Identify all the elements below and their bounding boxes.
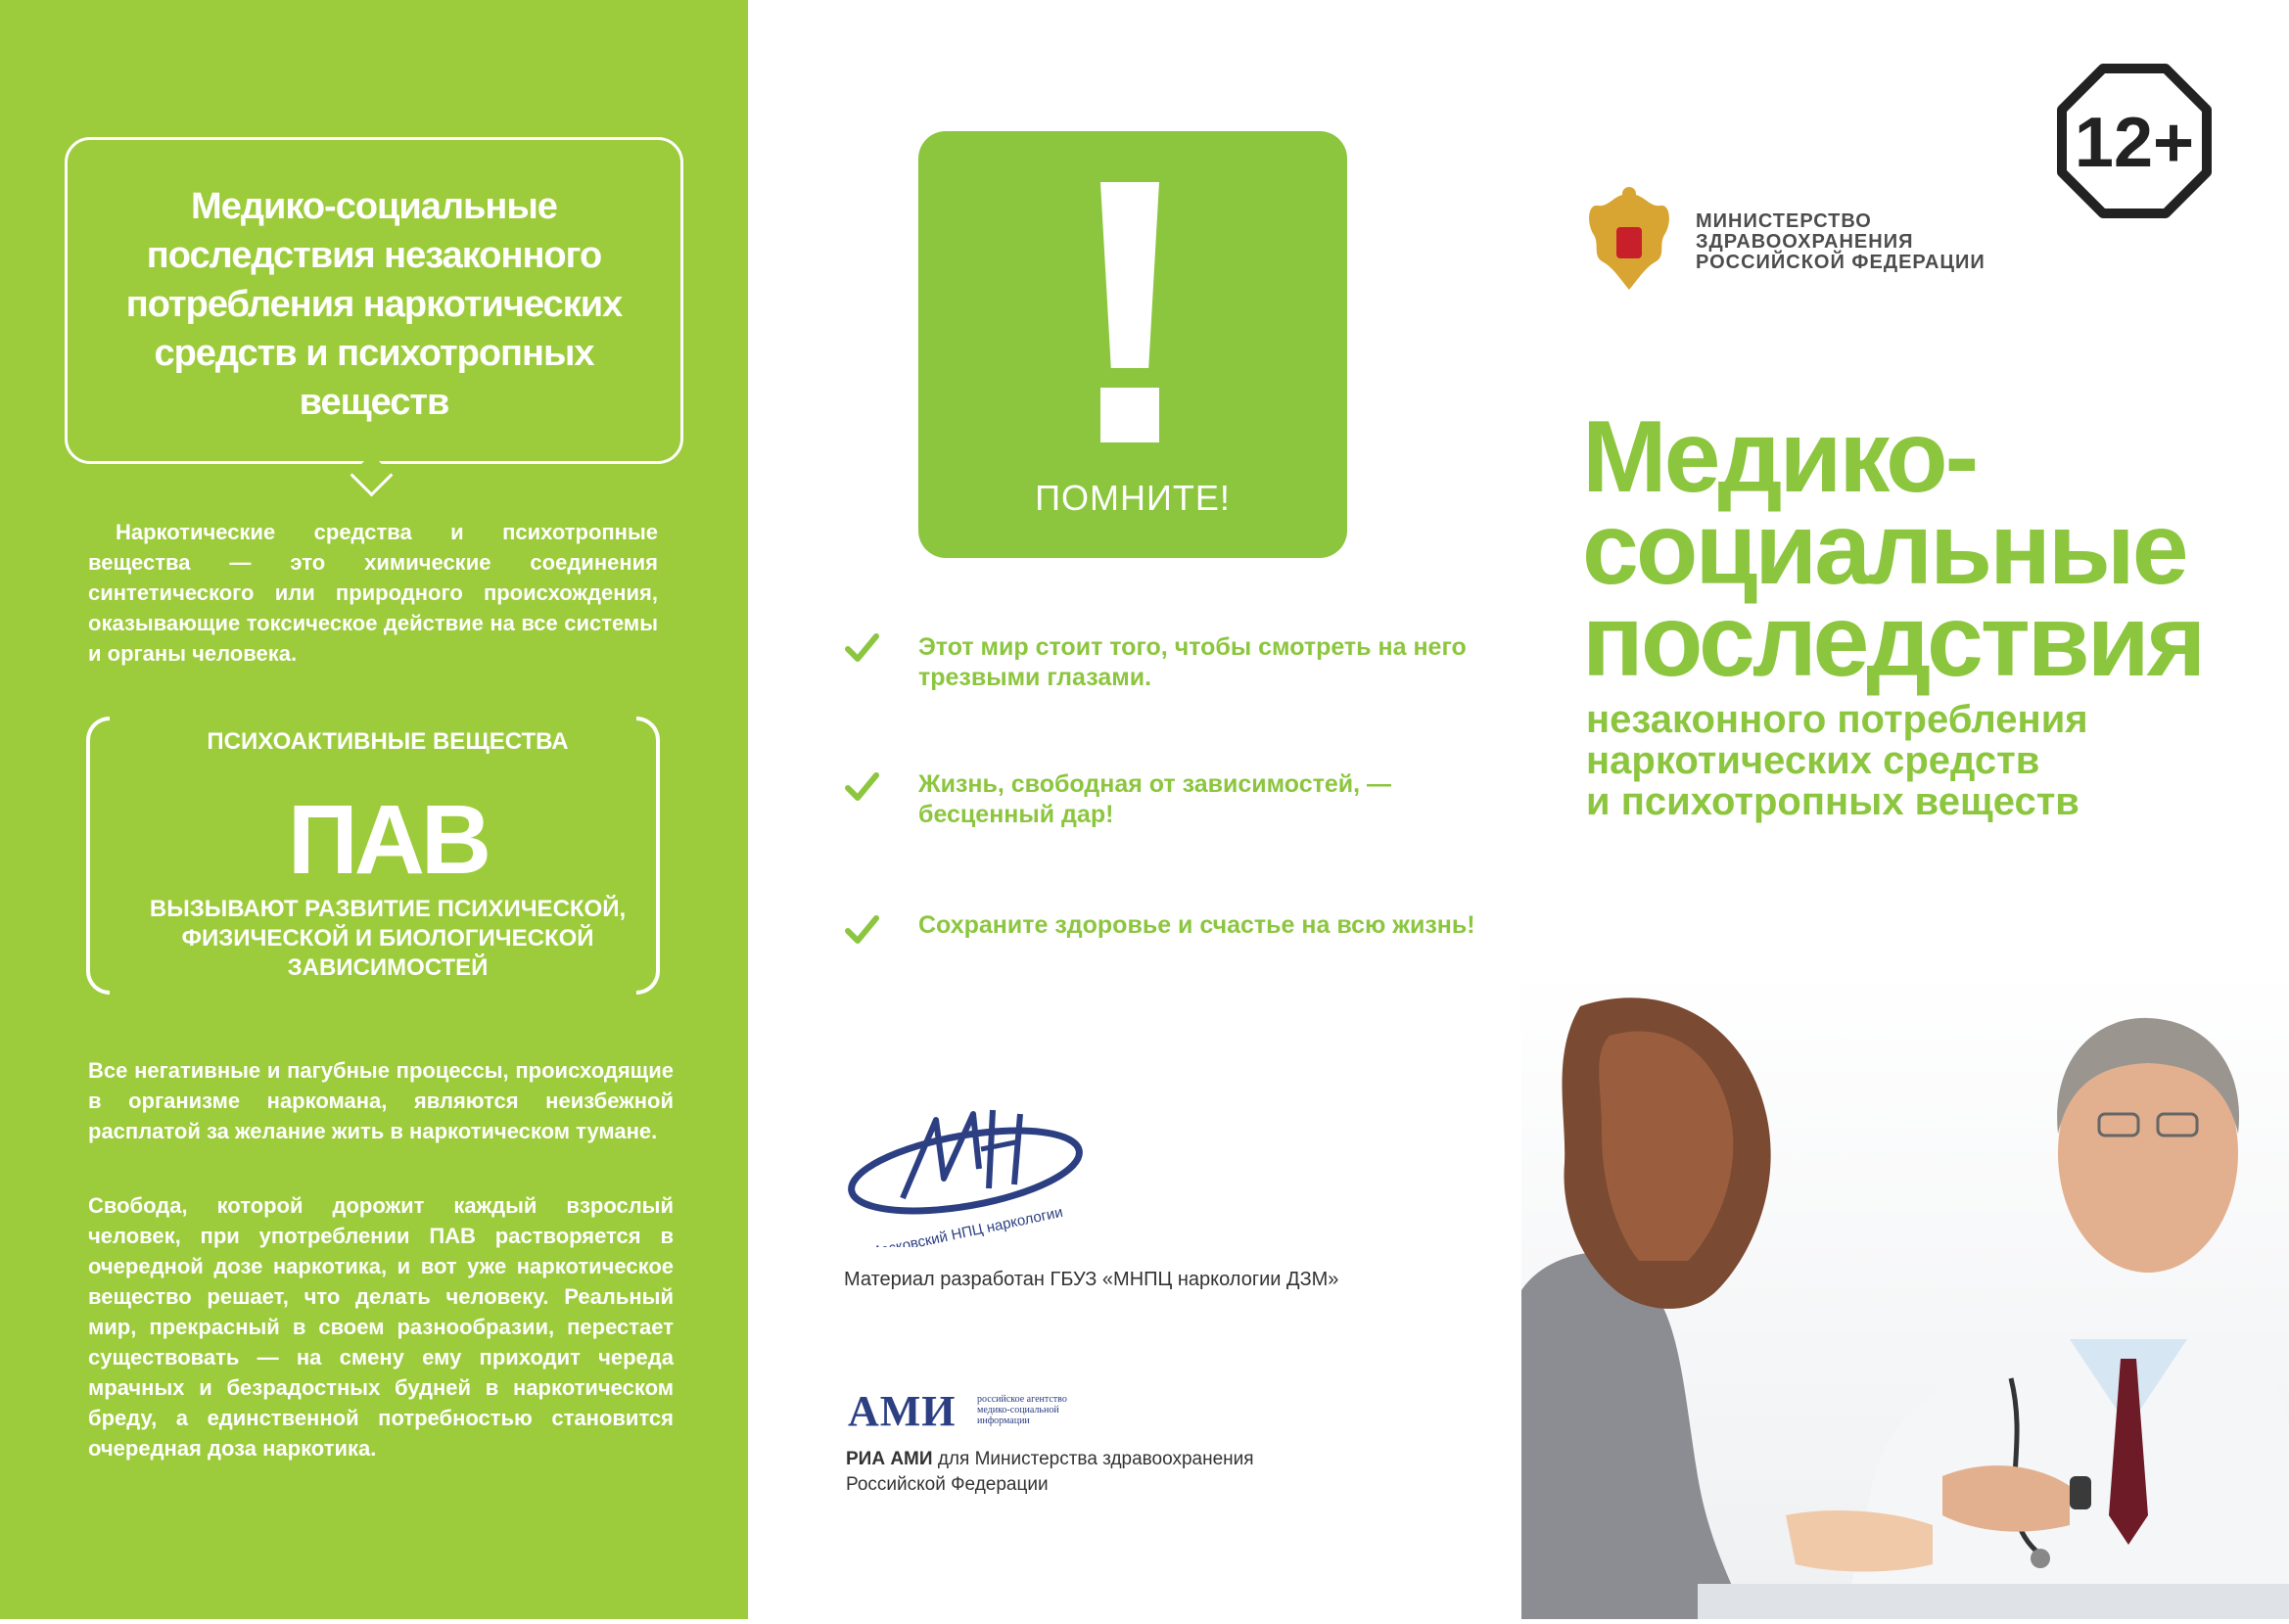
- ami-logo-text: АМИ: [848, 1387, 957, 1435]
- ministry-line: ЗДРАВООХРАНЕНИЯ: [1696, 231, 1914, 253]
- subtitle-line: незаконного потребления: [1586, 698, 2088, 741]
- doctor-patient-photo: [1521, 967, 2289, 1619]
- remember-label: ПОМНИТЕ!: [1035, 478, 1231, 518]
- checkmark-icon: [844, 912, 879, 948]
- checkmark-icon: [844, 769, 879, 805]
- main-title-line: последствия: [1582, 584, 2204, 698]
- credit-ria-ami: [846, 1447, 1254, 1498]
- credit-ria-ami-rest: для Министерства здравоохранения: [932, 1449, 1254, 1469]
- ami-subtext-line: медико-социальной: [977, 1405, 1059, 1415]
- check-item: Этот мир стоит того, чтобы смотреть на него трезвыми глазами.: [918, 633, 1467, 691]
- age-rating-text: 12+: [2074, 104, 2195, 182]
- ministry-name: [1696, 211, 1985, 273]
- subtitle-line: наркотических средств: [1586, 739, 2040, 782]
- mnpc-logo: [846, 1100, 1091, 1247]
- paragraph-processes: Все негативные и пагубные процессы, происходящие в организме наркомана, являются неизбежной расплатой за желание жить в наркотическом тумане.: [88, 1058, 674, 1143]
- ministry-line: МИНИСТЕРСТВО: [1696, 210, 1872, 232]
- check-item: Сохраните здоровье и счастье на всю жизнь!: [918, 911, 1475, 939]
- credit-ria-ami-line2: Российской Федерации: [846, 1474, 1049, 1495]
- pav-abbreviation: ПАВ: [287, 785, 489, 895]
- ami-subtext-line: информации: [977, 1415, 1030, 1426]
- credit-ria-ami-bold: РИА АМИ: [846, 1449, 933, 1469]
- main-title: [1582, 400, 2204, 698]
- ami-subtext-line: российское агентство: [977, 1394, 1067, 1405]
- mnpc-logo-text: Московский НПЦ наркологии: [866, 1203, 1065, 1247]
- subtitle: [1586, 699, 2088, 822]
- checkmark-icon: [844, 630, 879, 666]
- ami-logo-subtext: [977, 1394, 1067, 1426]
- ami-logo: [848, 1386, 957, 1436]
- subtitle-line: и психотропных веществ: [1586, 780, 2079, 823]
- age-rating-badge: [2056, 63, 2213, 219]
- exclamation-dot-icon: [1100, 388, 1159, 442]
- check-item: Жизнь, свободная от зависимостей, — бесценный дар!: [918, 770, 1392, 828]
- coat-of-arms-icon: [1584, 184, 1674, 296]
- credit-mnpc: Материал разработан ГБУЗ «МНПЦ наркологии ДЗМ»: [844, 1269, 1339, 1290]
- pav-caption: ВЫЗЫВАЮТ РАЗВИТИЕ ПСИХИЧЕСКОЙ, ФИЗИЧЕСКОЙ И БИОЛОГИЧЕСКОЙ ЗАВИСИМОСТЕЙ: [149, 896, 627, 981]
- callout-title: Медико-социальные последствия незаконного потребления наркотических средств и психотропных веществ: [125, 186, 623, 423]
- pav-heading: ПСИХОАКТИВНЫЕ ВЕЩЕСТВА: [207, 728, 569, 755]
- main-title-line: Медико-: [1582, 400, 1977, 514]
- ministry-line: РОССИЙСКОЙ ФЕДЕРАЦИИ: [1696, 252, 1985, 273]
- paragraph-freedom: Свобода, которой дорожит каждый взрослый человек, при употреблении ПАВ растворяется в очередной дозе наркотика, и вот уже наркотическое вещество решает, что делать человеку. Реальный мир, прекрасный в своем разнообразии, перестает существовать — на смену ему приходит череда мрачных и безрадостных будней в наркотическом бреду, а единственной потребностью становится очередная доза наркотика.: [88, 1193, 674, 1461]
- main-title-line: социальные: [1582, 492, 2186, 606]
- intro-paragraph: Наркотические средства и психотропные вещества — это химические соединения синтетического или природного происхождения, оказывающие токсическое действие на все системы и органы человека.: [88, 520, 658, 666]
- left-brace: [86, 717, 110, 995]
